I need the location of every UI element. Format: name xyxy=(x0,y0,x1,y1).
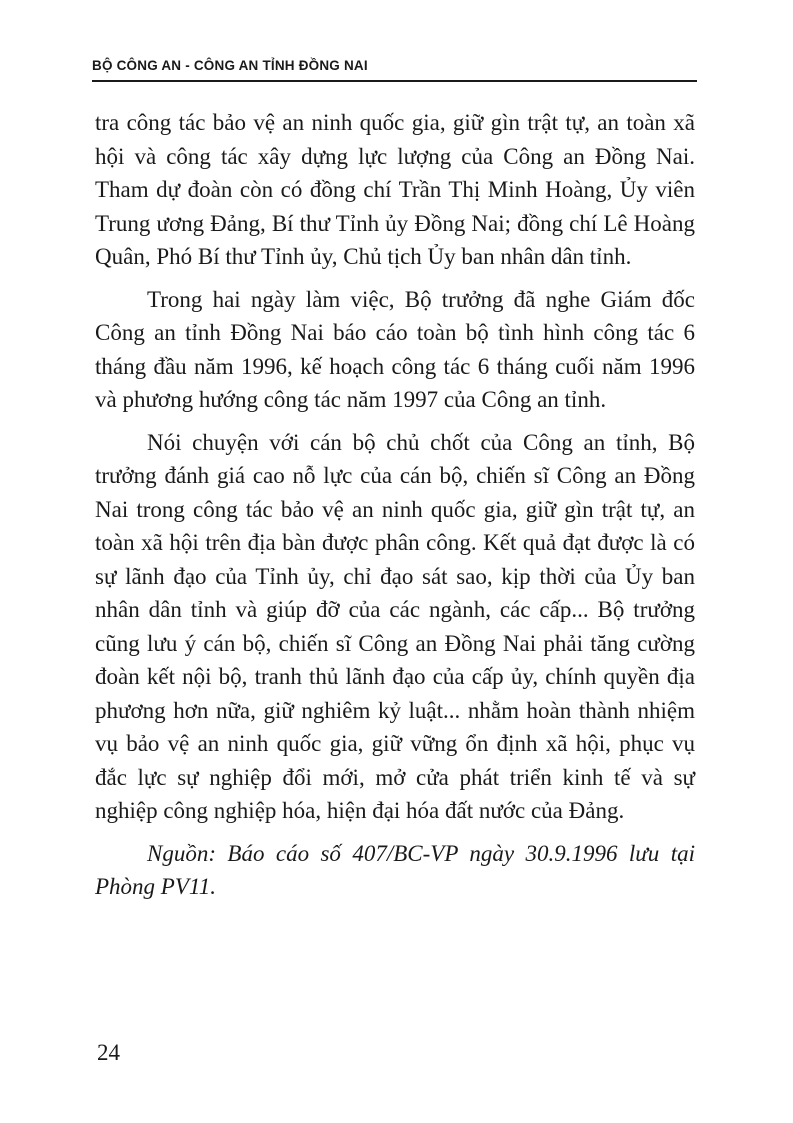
paragraph-work-days: Trong hai ngày làm việc, Bộ trưởng đã nghe Giám đốc Công an tỉnh Đồng Nai báo cáo toàn bộ tình hình công tác 6 tháng đầu năm 1996, kế hoạch công tác 6 tháng cuối năm 1996 và phương hướng công tác năm 1997 của Công an tỉnh. xyxy=(95,286,695,412)
paragraph-continuation: tra công tác bảo vệ an ninh quốc gia, giữ gìn trật tự, an toàn xã hội và công tác xây dựng lực lượng của Công an Đồng Nai. Tham dự đoàn còn có đồng chí Trần Thị Minh Hoàng, Ủy viên Trung ương Đảng, Bí thư Tỉnh ủy Đồng Nai; đồng chí Lê Hoàng Quân, Phó Bí thư Tỉnh ủy, Chủ tịch Ủy ban nhân dân tỉnh. xyxy=(95,110,695,269)
header-divider xyxy=(92,80,697,82)
source-citation: Nguồn: Báo cáo số 407/BC-VP ngày 30.9.1996 lưu tại Phòng PV11. xyxy=(95,840,695,899)
page-body xyxy=(95,106,695,913)
page-number: 24 xyxy=(97,1040,120,1065)
paragraph-minister-speech: Nói chuyện với cán bộ chủ chốt của Công an tỉnh, Bộ trưởng đánh giá cao nỗ lực của cán bộ, chiến sĩ Công an Đồng Nai trong công tác bảo vệ an ninh quốc gia, giữ gìn trật tự, an toàn xã hội trên địa bàn được phân công. Kết quả đạt được là có sự lãnh đạo của Tỉnh ủy, chỉ đạo sát sao, kịp thời của Ủy ban nhân dân tỉnh và giúp đỡ của các ngành, các cấp... Bộ trưởng cũng lưu ý cán bộ, chiến sĩ Công an Đồng Nai phải tăng cường đoàn kết nội bộ, tranh thủ lãnh đạo của cấp ủy, chính quyền địa phương hơn nữa, giữ nghiêm kỷ luật... nhằm hoàn thành nhiệm vụ bảo vệ an ninh quốc gia, giữ vững ổn định xã hội, phục vụ đắc lực sự nghiệp đổi mới, mở cửa phát triển kinh tế và sự nghiệp công nghiệp hóa, hiện đại hóa đất nước của Đảng. xyxy=(95,429,695,823)
running-header: BỘ CÔNG AN - CÔNG AN TỈNH ĐỒNG NAI xyxy=(92,58,368,73)
